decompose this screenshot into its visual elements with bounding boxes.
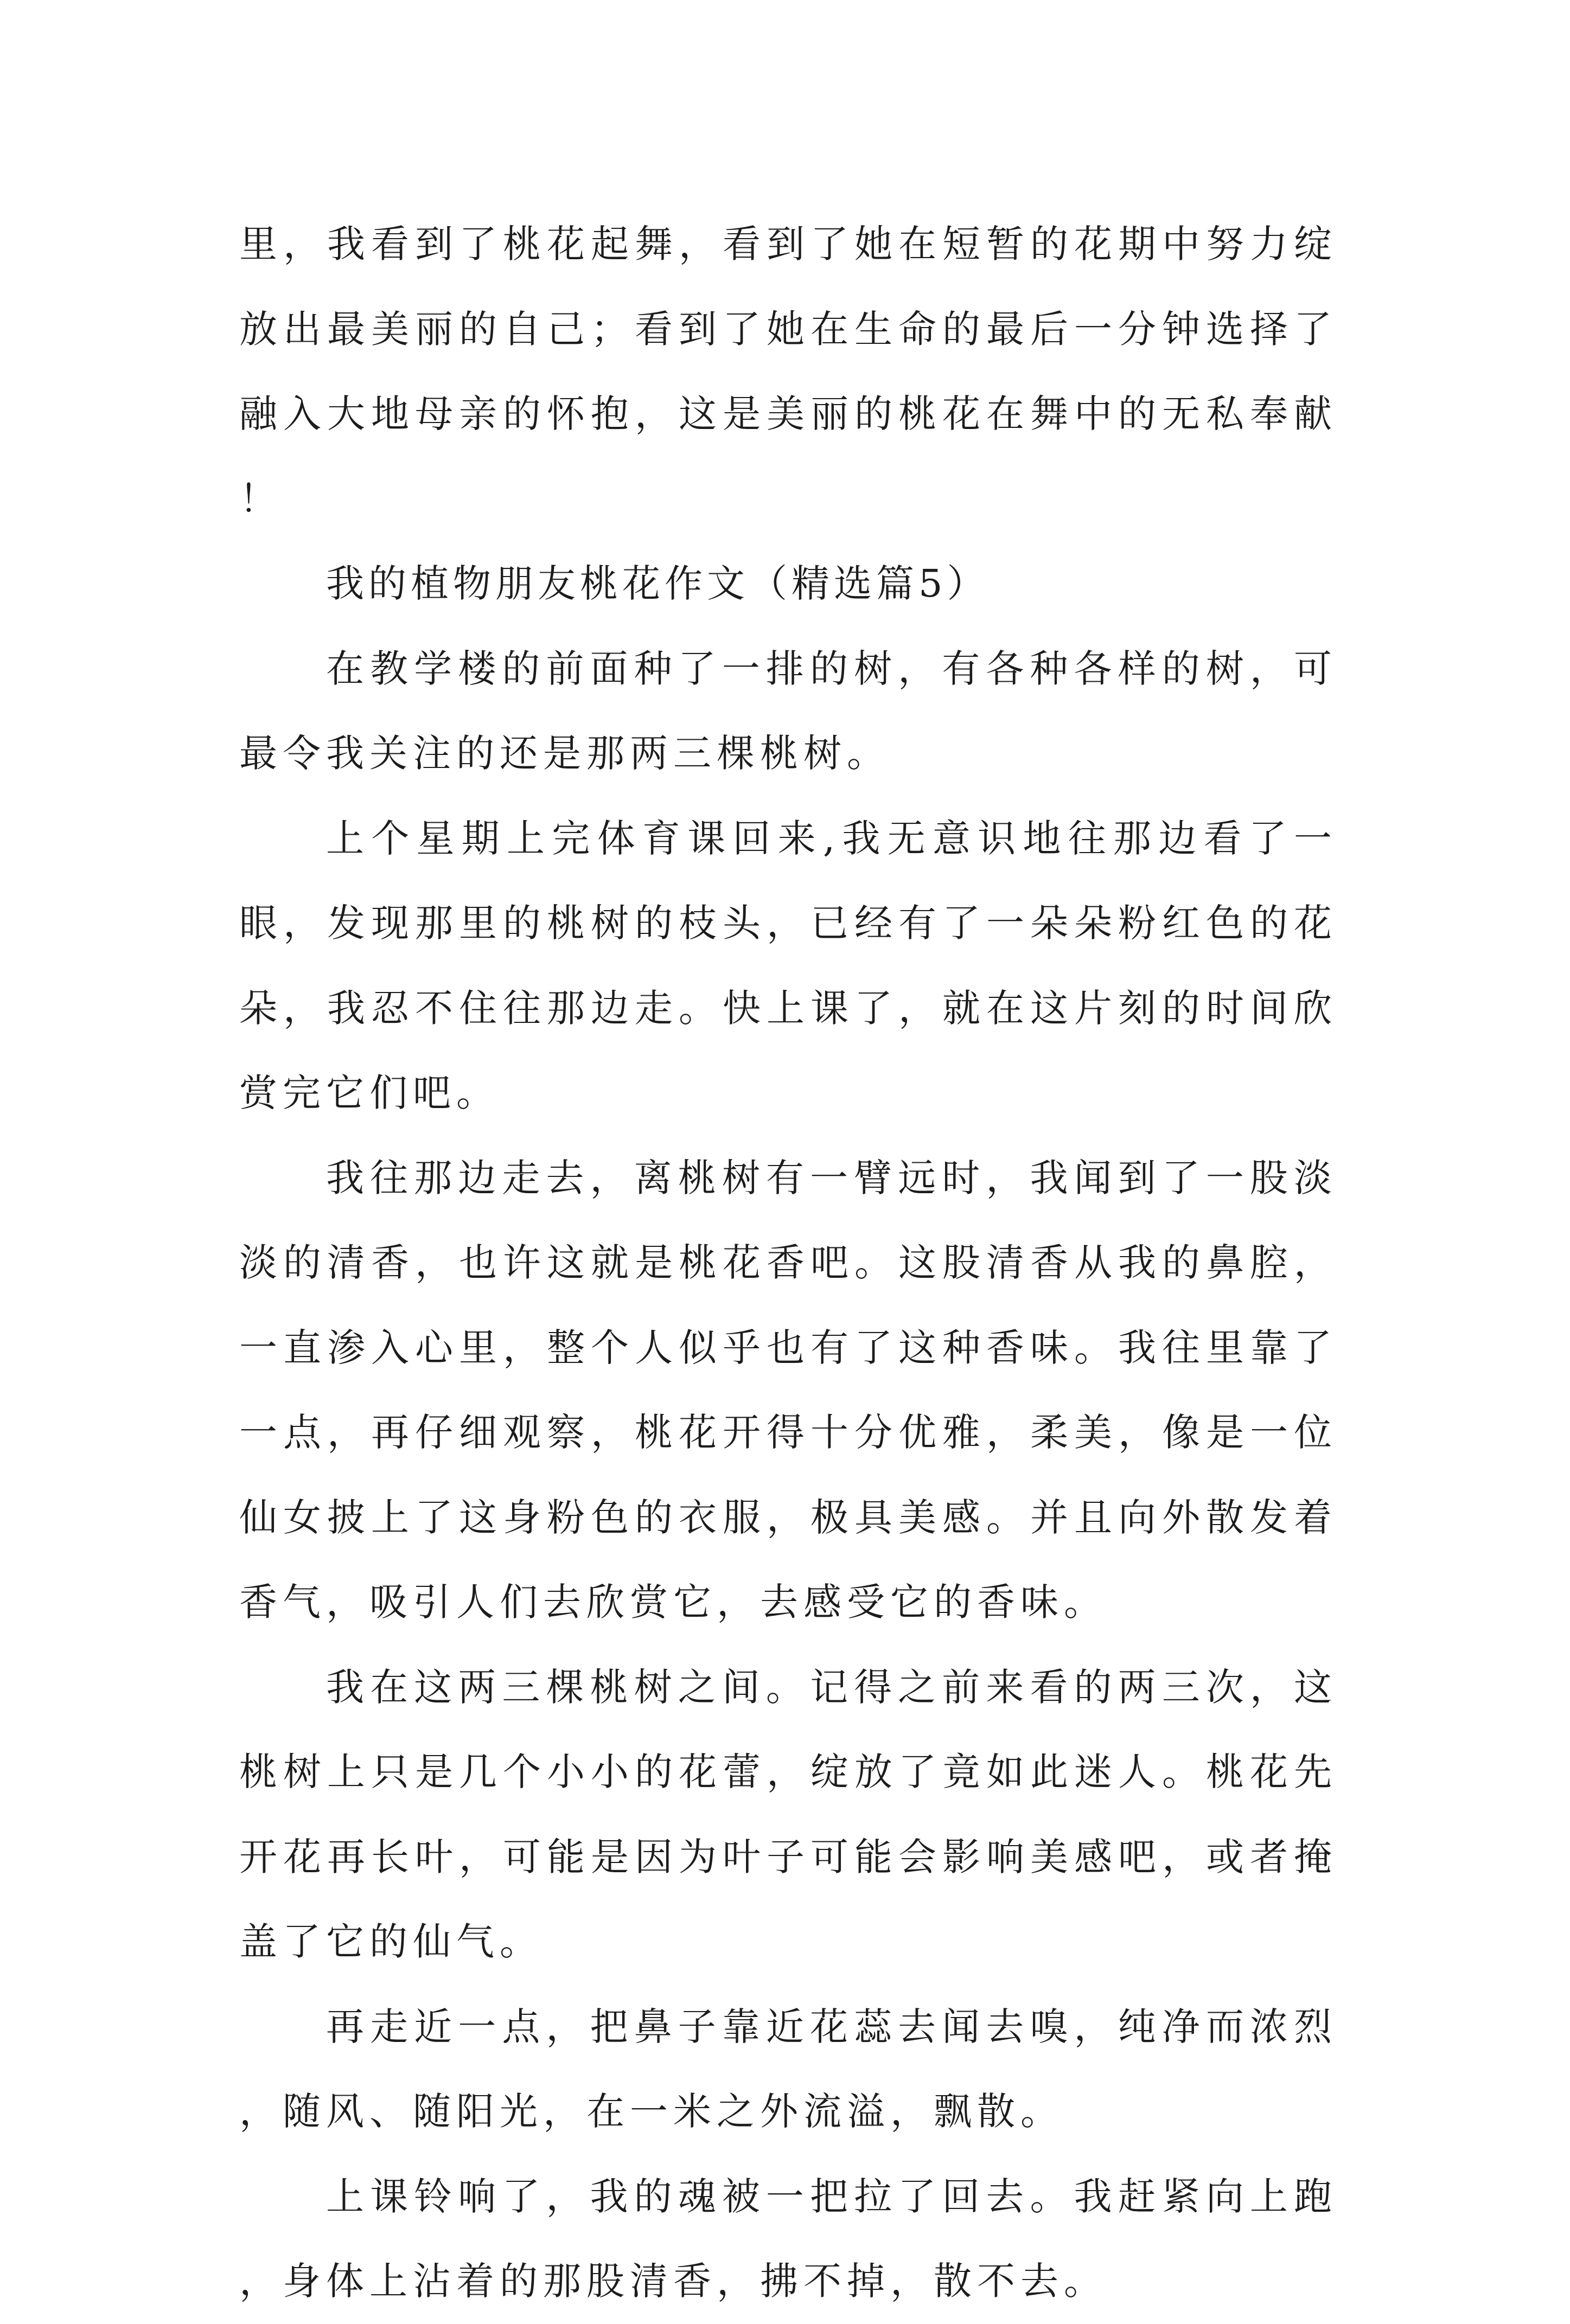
paragraph: 上个星期上完体育课回来,我无意识地往那边看了一眼，发现那里的桃树的枝头，已经有了一朵朵粉红色的花朵，我忍不住往那边走。快上课了，就在这片刻的时间欣赏完它们吧。 bbox=[239, 816, 1337, 1115]
essay-body bbox=[239, 202, 1337, 2324]
paragraph: 我往那边走去，离桃树有一臂远时，我闻到了一股淡淡的清香，也许这就是桃花香吧。这股清香从我的鼻腔，一直渗入心里，整个人似乎也有了这种香味。我往里靠了一点，再仔细观察，桃花开得十分优雅，柔美，像是一位仙女披上了这身粉色的衣服，极具美感。并且向外散发着香气，吸引人们去欣赏它，去感受它的香味。 bbox=[239, 1155, 1337, 1624]
paragraph: 我在这两三棵桃树之间。记得之前来看的两三次，这桃树上只是几个小小的花蕾，绽放了竟如此迷人。桃花先开花再长叶，可能是因为叶子可能会影响美感吧，或者掩盖了它的仙气。 bbox=[239, 1664, 1337, 1964]
essay-heading: 我的植物朋友桃花作文（精选篇5） bbox=[326, 561, 990, 606]
paragraph-continuation: 里，我看到了桃花起舞，看到了她在短暂的花期中努力绽放出最美丽的自己；看到了她在生命的最后一分钟选择了融入大地母亲的怀抱，这是美丽的桃花在舞中的无私奉献！ bbox=[239, 222, 1337, 521]
paragraph: 上课铃响了，我的魂被一把拉了回去。我赶紧向上跑，身体上沾着的那股清香，拂不掉，散不去。 bbox=[239, 2174, 1337, 2303]
paragraph: 再走近一点，把鼻子靠近花蕊去闻去嗅，纯净而浓烈，随风、随阳光，在一米之外流溢，飘散。 bbox=[239, 2004, 1337, 2134]
paragraph: 在教学楼的前面种了一排的树，有各种各样的树，可最令我关注的还是那两三棵桃树。 bbox=[239, 646, 1337, 776]
